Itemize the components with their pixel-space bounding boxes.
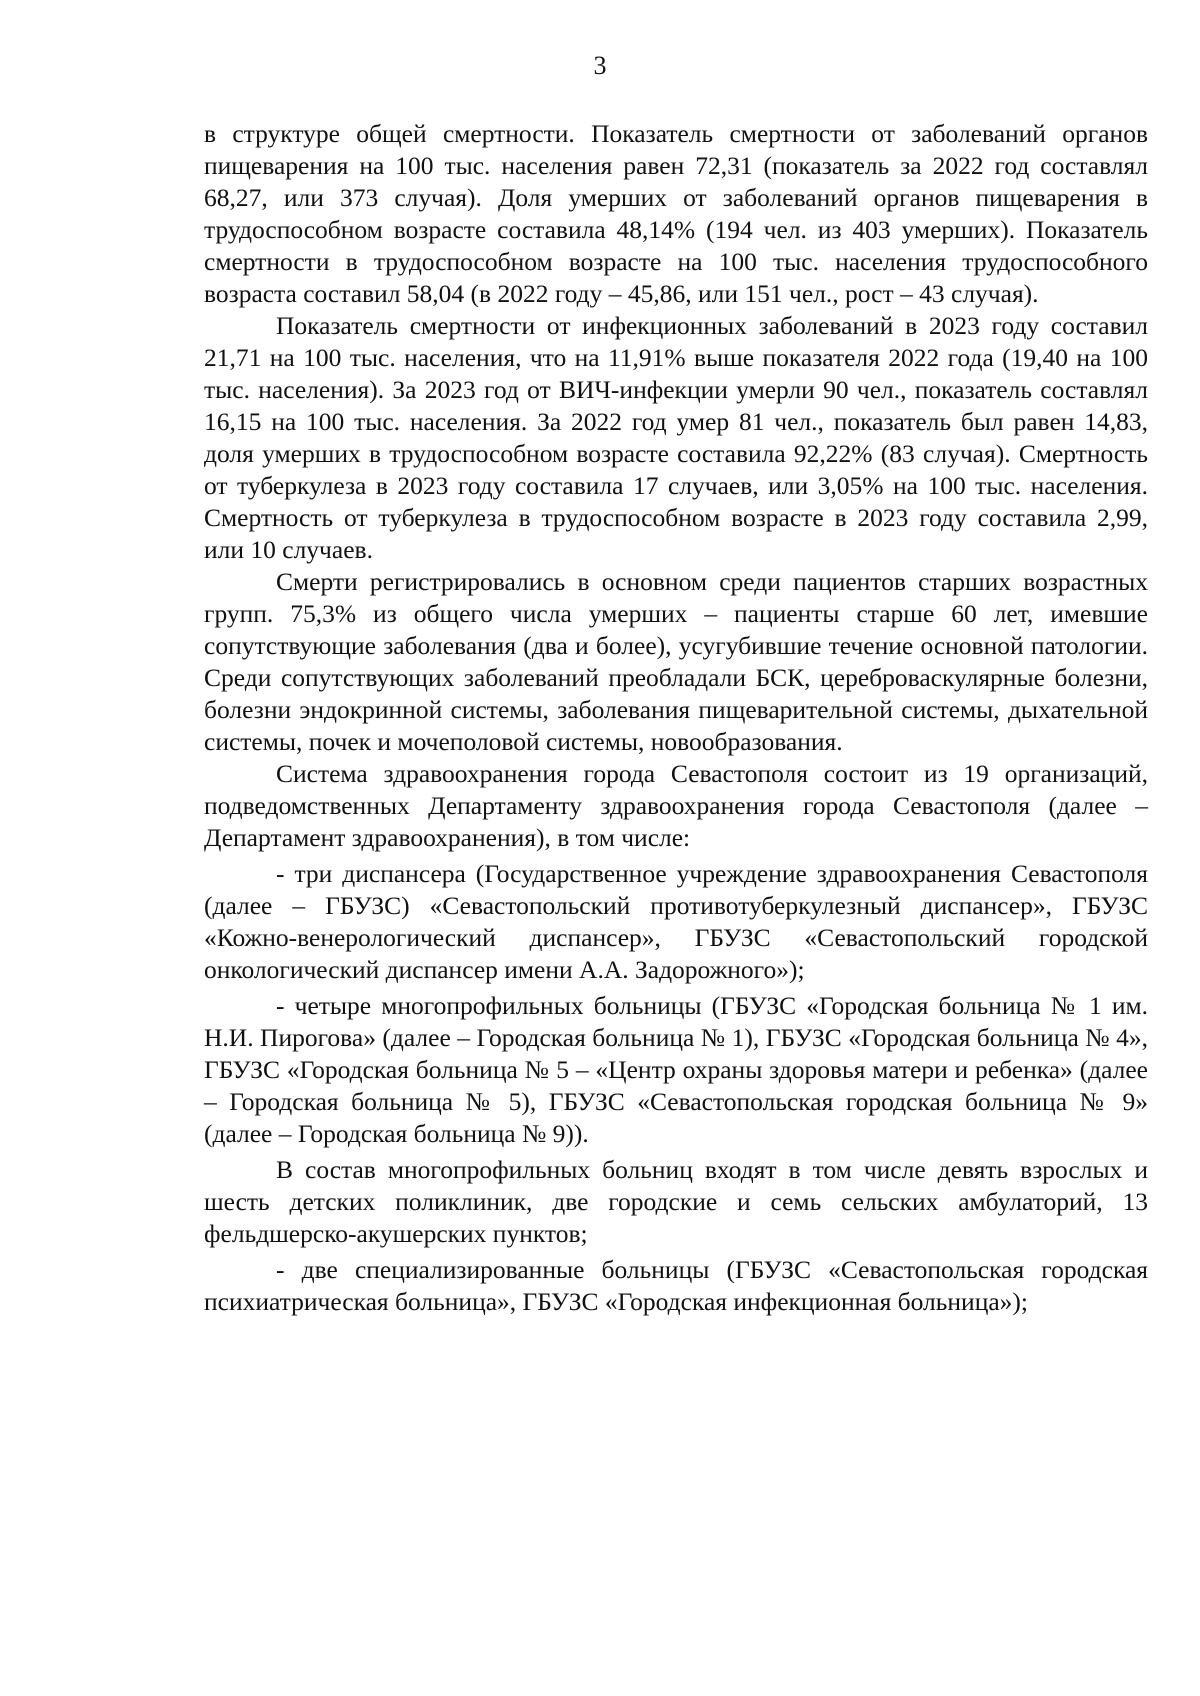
list-item-dispensaries: - три диспансера (Государственное учреждение здравоохранения Севастополя (далее – ГБУЗС) «Севастопольский противотуберкулезный диспансер», ГБУЗС «Кожно-венерологический диспансер», ГБУЗС «Севастопольский городской онкологический диспансер имени А.А. Задорожного»); [204, 859, 1148, 984]
paragraph-digestive-mortality: в структуре общей смертности. Показатель смертности от заболеваний органов пищеварения на 100 тыс. населения равен 72,31 (показатель за 2022 год составлял 68,27, или 373 случая). Доля умерших от заболеваний органов пищеварения в трудоспособном возрасте составила 48,14% (194 чел. из 403 умерших). Показатель смертности в трудоспособном возрасте на 100 тыс. населения трудоспособного возраста составил 58,04 (в 2022 году – 45,86, или 151 чел., рост – 43 случая). [204, 119, 1148, 308]
list-item-multiprofile-hospitals: - четыре многопрофильных больницы (ГБУЗС «Городская больница № 1 им. Н.И. Пирогова» (далее – Городская больница № 1), ГБУЗС «Городская больница № 4», ГБУЗС «Городская больница № 5 – «Центр охраны здоровья матери и ребенка» (далее – Городская больница № 5), ГБУЗС «Севастопольская городская больница № 9» (далее – Городская больница № 9)). [204, 991, 1148, 1148]
document-body [204, 118, 1148, 1318]
list-item-specialized-hospitals: - две специализированные больницы (ГБУЗС «Севастопольская городская психиатрическая больница», ГБУЗС «Городская инфекционная больница»); [204, 1255, 1148, 1316]
paragraph-healthcare-system: Система здравоохранения города Севастополя состоит из 19 организаций, подведомственных Департаменту здравоохранения города Севастополя (далее – Департамент здравоохранения), в том числе: [204, 759, 1148, 852]
paragraph-polyclinics: В состав многопрофильных больниц входят в том числе девять взрослых и шесть детских поликлиник, две городские и семь сельских амбулаторий, 13 фельдшерско-акушерских пунктов; [204, 1155, 1148, 1248]
paragraph-infectious-mortality: Показатель смертности от инфекционных заболеваний в 2023 году составил 21,71 на 100 тыс. населения, что на 11,91% выше показателя 2022 года (19,40 на 100 тыс. населения). За 2023 год от ВИЧ-инфекции умерли 90 чел., показатель составлял 16,15 на 100 тыс. населения. За 2022 год умер 81 чел., показатель был равен 14,83, доля умерших в трудоспособном возрасте составила 92,22% (83 случая). Смертность от туберкулеза в 2023 году составила 17 случаев, или 3,05% на 100 тыс. населения. Смертность от туберкулеза в трудоспособном возрасте в 2023 году составила 2,99, или 10 случаев. [204, 311, 1148, 564]
paragraph-elderly-deaths: Смерти регистрировались в основном среди пациентов старших возрастных групп. 75,3% из общего числа умерших – пациенты старше 60 лет, имевшие сопутствующие заболевания (два и более), усугубившие течение основной патологии. Среди сопутствующих заболеваний преобладали БСК, цереброваскулярные болезни, болезни эндокринной системы, заболевания пищеварительной системы, дыхательной системы, почек и мочеполовой системы, новообразования. [204, 567, 1148, 756]
page-number: 3 [593, 51, 607, 80]
